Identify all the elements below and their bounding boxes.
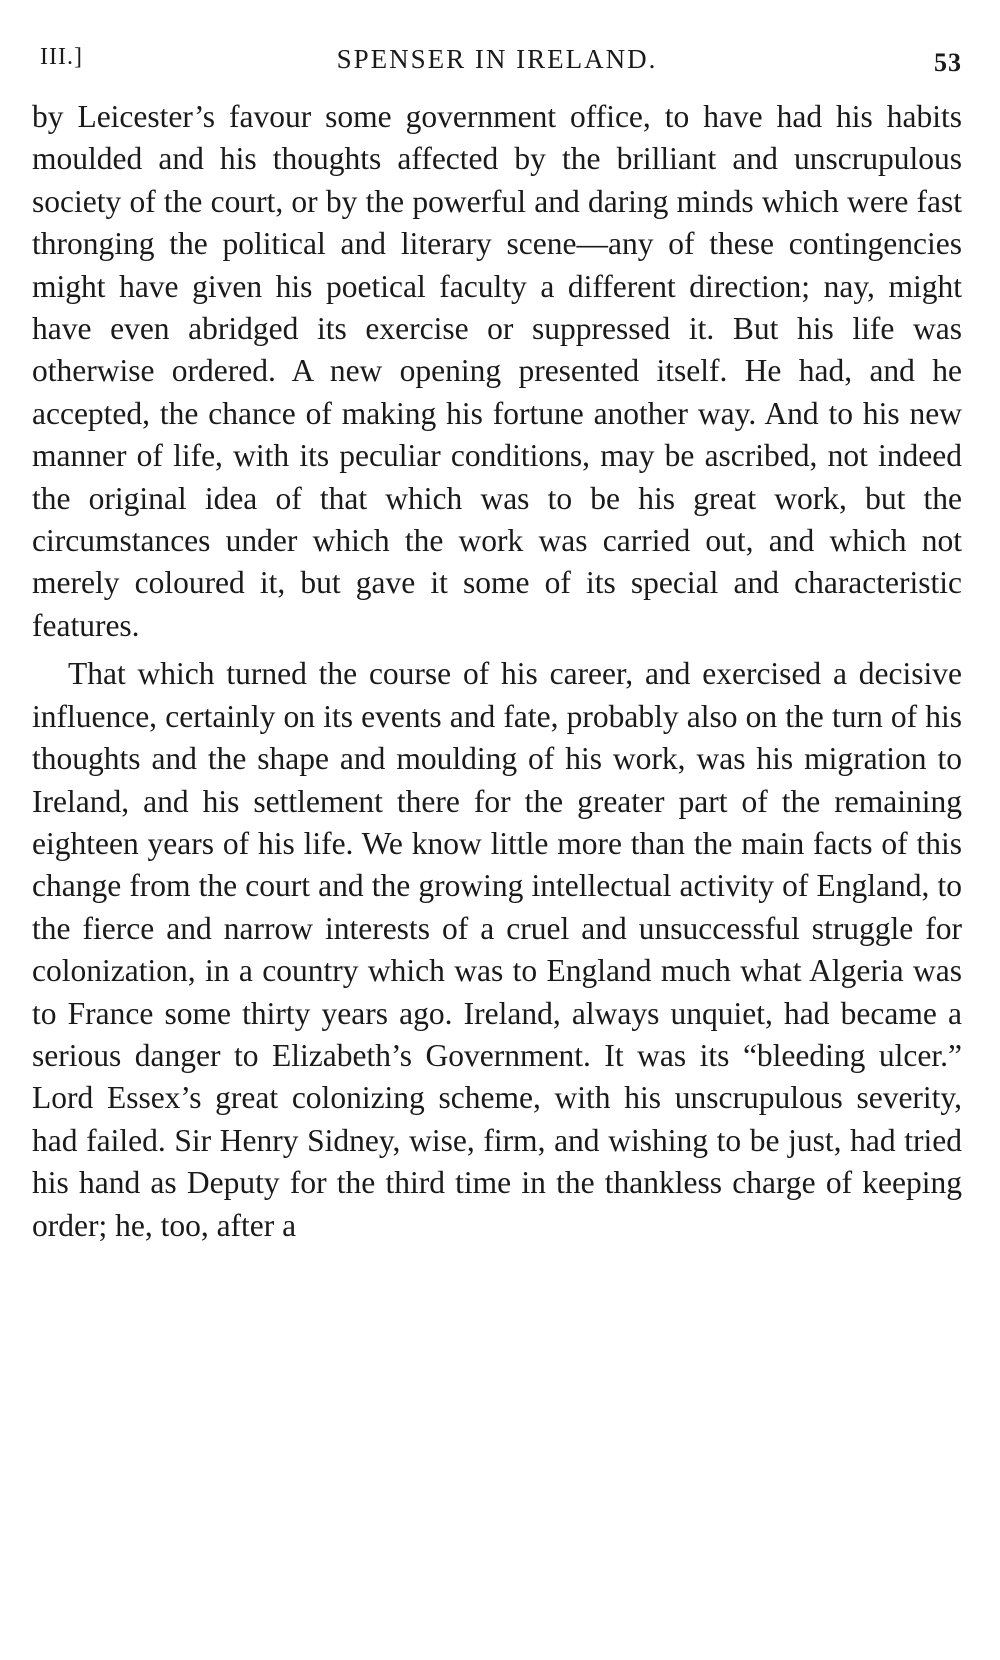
running-head: [32, 34, 962, 82]
book-page: [32, 34, 962, 1247]
paragraph: That which turned the course of his career, and exercised a decisive influence, certainly on its events and fate, probably also on the turn of his thoughts and the shape and moulding of his work, was his migration to Ireland, and his settlement there for the greater part of the remaining eighteen years of his life. We know little more than the main facts of this change from the court and the growing intellectual activity of England, to the fierce and narrow interests of a cruel and unsuccessful struggle for colonization, in a country which was to England much what Algeria was to France some thirty years ago. Ireland, always unquiet, had became a serious danger to Elizabeth’s Government. It was its “bleeding ulcer.” Lord Essex’s great colonizing scheme, with his unscrupulous severity, had failed. Sir Henry Sidney, wise, firm, and wishing to be just, had tried his hand as Deputy for the third time in the thankless charge of keeping order; he, too, after a: [32, 656, 962, 1243]
chapter-marker: III.]: [40, 44, 83, 70]
body-text: [32, 96, 962, 1247]
running-title: SPENSER IN IRELAND.: [336, 44, 658, 74]
paragraph-continued: by Leicester’s favour some government office, to have had his habits moulded and his thoughts affected by the brilliant and unscrupulous society of the court, or by the powerful and daring minds which were fast thronging the political and literary scene—any of these contingencies might have given his poetical faculty a different direction; nay, might have even abridged its exercise or suppressed it. But his life was otherwise ordered. A new opening presented itself. He had, and he accepted, the chance of making his fortune another way. And to his new manner of life, with its peculiar conditions, may be ascribed, not indeed the original idea of that which was to be his great work, but the circumstances under which the work was carried out, and which not merely coloured it, but gave it some of its special and characteristic features.: [32, 99, 962, 643]
page-number: 53: [934, 48, 962, 77]
